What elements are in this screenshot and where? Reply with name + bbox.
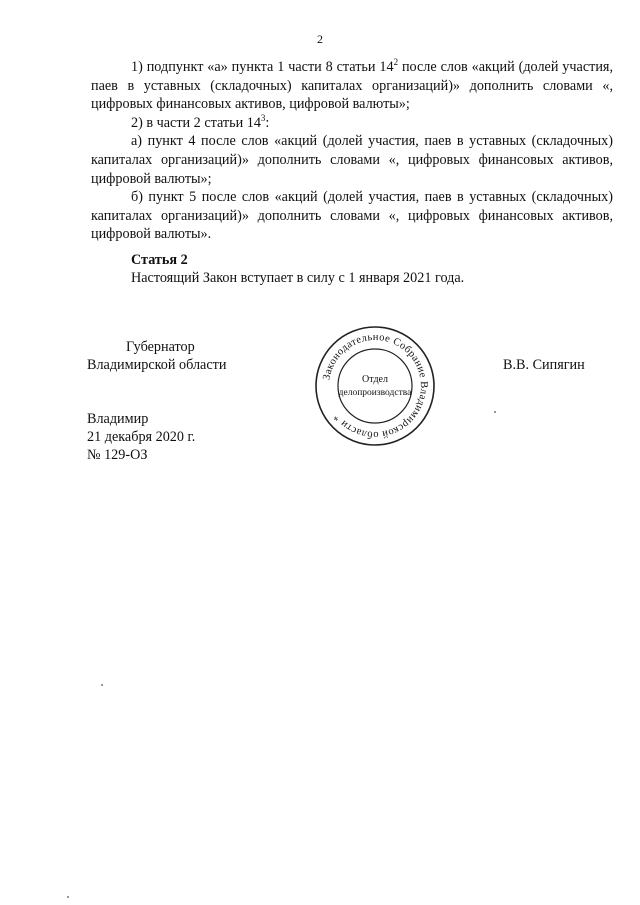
stamp-inner-ring <box>338 349 412 423</box>
scan-speck <box>101 684 103 686</box>
scan-speck <box>67 896 69 898</box>
amendment-subitem-b: б) пункт 5 после слов «акций (долей участия, паев в уставных (складочных) капиталах организаций)» дополнить словами «, цифровых финансовых активов, цифровой валюты». <box>91 189 613 243</box>
signatory-region: Владимирской области <box>87 357 227 373</box>
office-stamp <box>313 324 437 448</box>
amendment-item-1 <box>91 58 613 114</box>
amendment-item-2 <box>91 114 613 133</box>
stamp-outer-ring <box>316 327 434 445</box>
amendment-item-2-start: 2) в части 2 статьи 14 <box>131 114 261 131</box>
amendment-item-2-superscript: 3 <box>260 112 266 123</box>
page-number: 2 <box>317 32 323 46</box>
law-number: № 129-ОЗ <box>87 447 148 463</box>
stamp-center-line-1: Отдел <box>362 374 388 385</box>
stamp-ring-text: Законодательное Собрание Владимирской области * <box>321 331 430 441</box>
amendments-block <box>91 58 613 244</box>
amendment-subitem-a: а) пункт 4 после слов «акций (долей участия, паев в уставных (складочных) капиталах организаций)» дополнить словами «, цифровых финансовых активов, цифровой валюты»; <box>91 133 613 187</box>
amendment-item-1-superscript: 2 <box>393 57 399 67</box>
signing-city: Владимир <box>87 411 149 427</box>
amendment-item-1-end: после слов «акций (долей участия, паев в уставных (складочных) капиталах организаций)» дополнить словами «, цифровых финансовых активов, цифровой валюты»; <box>91 59 613 113</box>
amendment-item-2-end: : <box>265 114 270 131</box>
article-2-text: Настоящий Закон вступает в силу с 1 января 2021 года. <box>131 270 465 286</box>
article-2-heading: Статья 2 <box>131 252 188 268</box>
amendment-item-1-start: 1) подпункт «а» пункта 1 части 8 статьи 14 <box>131 59 394 75</box>
signing-date: 21 декабря 2020 г. <box>87 429 196 445</box>
signatory-title: Губернатор <box>126 339 195 355</box>
stamp-center-line-2: делопроизводства <box>338 388 412 398</box>
signatory-name: В.В. Сипягин <box>503 357 585 373</box>
scan-speck <box>494 411 496 413</box>
